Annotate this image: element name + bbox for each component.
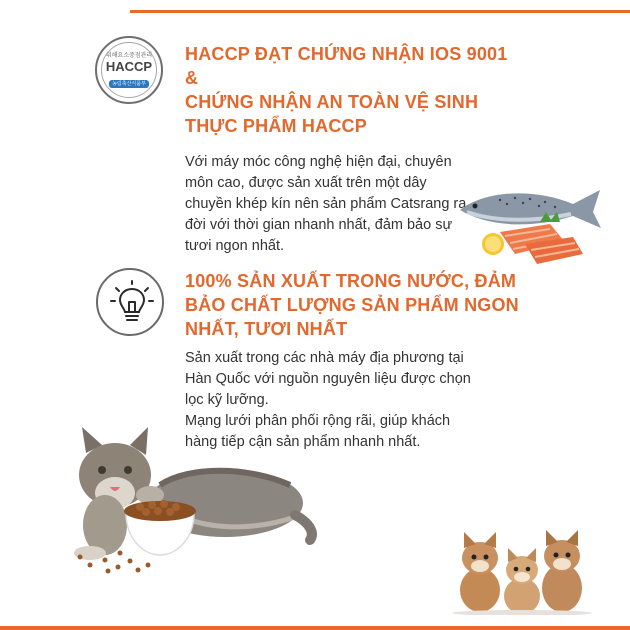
domestic-production-description: Sản xuất trong các nhà máy địa phương tại Hàn Quốc với nguồn nguyên liệu được chọn lọc kỹ lưỡng. Mạng lưới phân phối rộng rãi, giúp khách hàng tiếp cận sản phẩm nhanh nhất.	[185, 350, 471, 450]
cat-with-food-bowl-illustration	[60, 425, 320, 575]
kittens-illustration	[450, 530, 600, 615]
haccp-description: Với máy móc công nghệ hiện đại, chuyên môn cao, được sản xuất trên một dây chuyền khép kín nên sản phẩm Catsrang ra đời với thời gian nhanh nhất, đảm bảo sự tươi ngon nhất.	[185, 154, 467, 254]
lightbulb-badge	[96, 268, 164, 336]
haccp-heading: HACCP ĐẠT CHỨNG NHẬN IOS 9001 & CHỨNG NHẬN AN TOÀN VỆ SINH THỰC PHẨM HACCP	[185, 44, 508, 136]
haccp-badge-bottom-text: 농림축산식품부	[109, 80, 149, 88]
domestic-production-heading: 100% SẢN XUẤT TRONG NƯỚC, ĐẢM BẢO CHẤT LƯỢNG SẢN PHẨM NGON NHẤT, TƯƠI NHẤT	[185, 271, 519, 339]
lightbulb-icon	[110, 280, 154, 326]
haccp-badge-main-text: HACCP	[105, 59, 153, 74]
bottom-accent-bar	[0, 626, 630, 630]
haccp-badge	[95, 36, 163, 104]
top-accent-bar	[0, 0, 630, 22]
haccp-badge-top-text: 위해요소중점관리	[105, 52, 153, 59]
salmon-illustration	[455, 182, 605, 272]
